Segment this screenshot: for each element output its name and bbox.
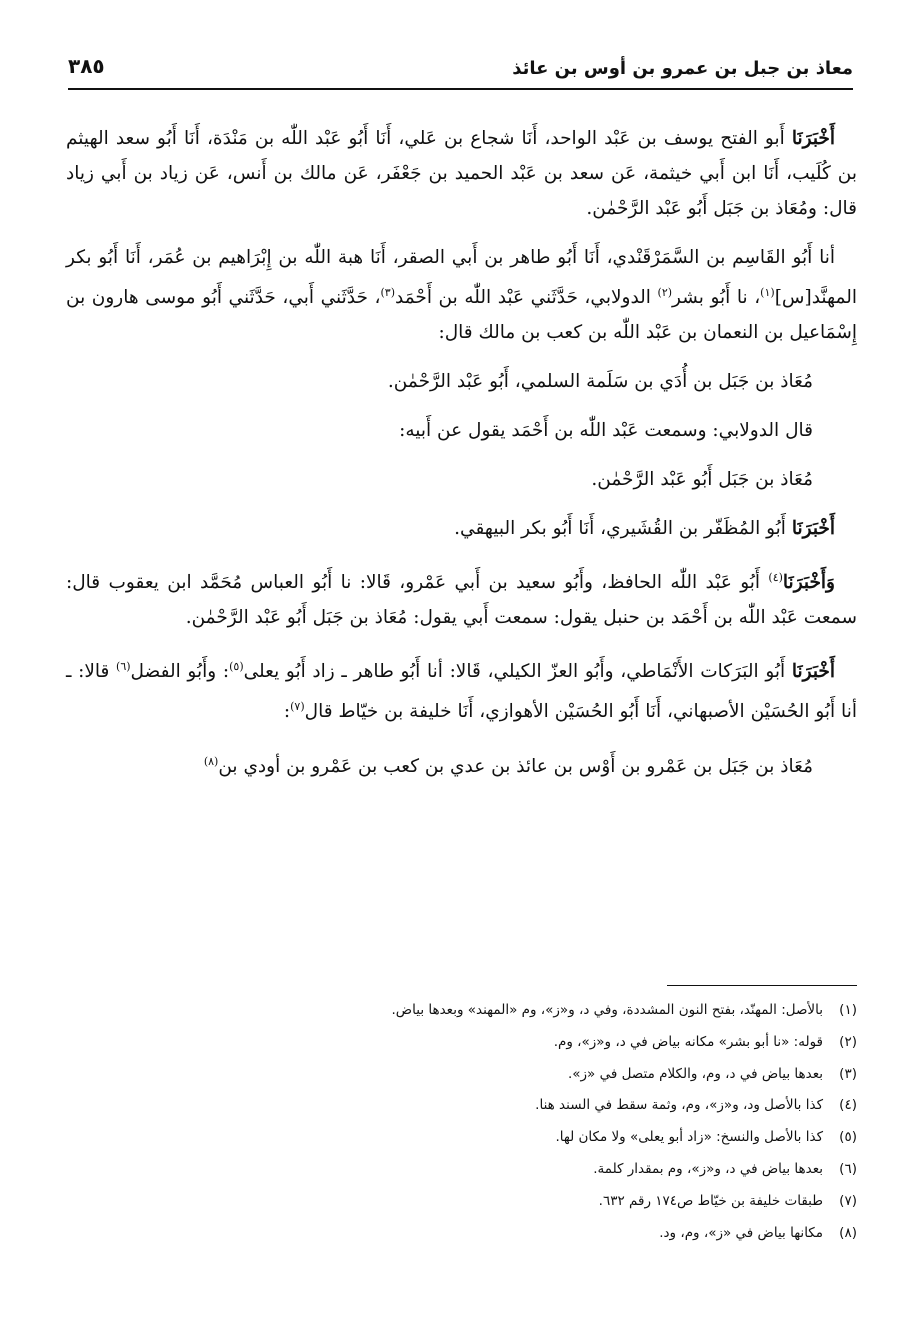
lead-word: أَخْبَرَنَا: [791, 128, 835, 149]
paragraph-text: أَبُو المُظَفّر بن القُشَيري، أَنَا أَبُو بكر البيهقي.: [454, 518, 792, 540]
paragraph-6: [66, 511, 857, 546]
paragraph-text: أنا أَبُو القَاسِم بن السَّمَرْقَنْدي، أَنَا أَبُو طاهر بن أَبي الصقر، أَنَا هبة اللّٰه بن إِبْرَاهيم بن عُمَر، أَنَا أَبُو بكر المهنَّد[س]: [66, 247, 857, 309]
footnote-divider: [667, 985, 857, 986]
main-text: [66, 121, 857, 798]
paragraph-text: : وأَبُو الفضل: [130, 661, 230, 683]
paragraph-text: ، نا أَبُو بشر: [672, 287, 761, 309]
footnotes: [66, 995, 857, 1249]
footnote-number: (٣): [839, 1065, 857, 1082]
paragraph-8: [66, 649, 857, 729]
footnote-number: (٥): [839, 1129, 857, 1146]
footnote-number: (١): [839, 1002, 857, 1018]
paragraph-text: قالا: ـ أنا أَبُو الحُسَيْن الأصبهاني، أَنَا أَبُو الحُسَيْن الأهوازي، أَنَا خليفة بن خيّاط قال: [66, 661, 857, 723]
paragraph-text: أَبُو البَرَكات الأَنْمَاطي، وأَبُو العزّ الكيلي، قَالا: أنا أَبُو طاهر ـ زاد أَبُو يعلى: [243, 661, 792, 683]
paragraph-1: [66, 121, 857, 226]
footnote-item: [66, 1218, 857, 1250]
footnote-ref: (٣): [380, 286, 395, 299]
paragraph-text: :: [283, 701, 291, 723]
footnote-text: بعدها بياض في د، وم، والكلام متصل في «ز».: [567, 1065, 823, 1082]
footnote-ref: (٢): [657, 286, 673, 299]
footnote-text: مكانها بياض في «ز»، وم، ود.: [659, 1224, 823, 1241]
paragraph-7: [66, 560, 857, 635]
paragraph-text: أَبُو عَبْد اللّٰه الحافظ، وأَبُو سعيد بن أَبي عَمْرو، قَالا: نا أَبُو العباس مُحَمَّد ابن يعقوب قال: سمعت عَبْد اللّٰه بن أَحْمَد بن حنبل يقول: سمعت أَبي يقول: مُعَاذ بن جَبَل أَبُو عَبْد الرَّحْمٰن.: [66, 572, 857, 629]
paragraph-text: ، حَدَّثَني أَبي، حَدَّثَني أَبُو موسى هارون بن إِسْمَاعيل بن النعمان بن عَبْد اللّٰه بن كعب بن مالك قال:: [66, 287, 857, 344]
footnote-item: [66, 1027, 857, 1059]
paragraph-text: مُعَاذ بن جَبَل بن عَمْرو بن أَوْس بن عائذ بن عدي بن كعب بن عَمْرو بن أودي بن: [218, 755, 813, 777]
footnote-item: [66, 1059, 857, 1091]
footnote-text: بعدها بياض في د، و«ز»، وم بمقدار كلمة.: [593, 1160, 823, 1177]
footnote-text: كذا بالأصل والنسخ: «زاد أبو يعلى» ولا مكان لها.: [555, 1129, 823, 1146]
paragraph-5: [66, 462, 813, 497]
paragraph-9: [66, 744, 813, 784]
paragraph-text: مُعَاذ بن جَبَل بن أُدَي بن سَلَمة السلمي، أَبُو عَبْد الرَّحْمٰن.: [387, 371, 813, 393]
footnote-ref: (١): [760, 286, 775, 299]
footnote-text: كذا بالأصل ود، و«ز»، وم، وثمة سقط في السند هنا.: [535, 1097, 823, 1114]
footnote-ref: (٤): [768, 571, 783, 585]
paragraph-text: أَبو الفتح يوسف بن عَبْد الواحد، أَنَا شجاع بن عَلي، أَنَا أَبُو عَبْد اللّٰه بن مَنْدَة، أَنَا أَبُو سعد الهيثم بن كُلَيب، أَنَا ابن أَبي خيثمة، عَن سعد بن عَبْد الحميد بن جَعْفَر، عَن مالك بن أَنس، عَن زياد بن أَبي زياد قال: ومُعَاذ بن جَبَل أَبُو عَبْد الرَّحْمٰن.: [66, 128, 857, 219]
footnote-item: [66, 1090, 857, 1122]
footnote-item: [66, 1154, 857, 1186]
page-header: [68, 44, 853, 90]
lead-word: أَخْبَرَنَا: [791, 518, 835, 540]
paragraph-text: الدولابي، حَدَّثَني عَبْد اللّٰه بن أَحْمَد: [394, 287, 658, 309]
footnote-number: (٢): [839, 1033, 857, 1050]
paragraph-text: مُعَاذ بن جَبَل أَبُو عَبْد الرَّحْمٰن.: [591, 469, 813, 491]
paragraph-text: قال الدولابي: وسمعت عَبْد اللّٰه بن أَحْمَد يقول عن أَبيه:: [399, 420, 813, 442]
footnote-text: بالأصل: المهنّد، بفتح النون المشددة، وفي د، و«ز»، وم «المهند» وبعدها بياض.: [391, 1002, 823, 1018]
footnote-number: (٤): [839, 1097, 857, 1114]
footnote-text: قوله: «نا أبو بشر» مكانه بياض في د، و«ز»، وم.: [553, 1033, 823, 1050]
lead-word: أَخْبَرَنَا: [791, 661, 835, 683]
footnote-item: [66, 995, 857, 1027]
footnote-ref: (٧): [290, 700, 305, 714]
footnote-ref: (٦): [116, 660, 131, 674]
paragraph-2: [66, 240, 857, 350]
footnote-number: (٨): [839, 1224, 857, 1241]
running-head: معاذ بن جبل بن عمرو بن أوس بن عائذ: [512, 58, 853, 79]
lead-word: وَأَخْبَرَنَا: [782, 572, 835, 594]
footnote-item: [66, 1122, 857, 1154]
footnote-number: (٧): [839, 1192, 857, 1209]
paragraph-4: [66, 413, 813, 448]
paragraph-3: [66, 364, 813, 399]
footnote-ref: (٨): [203, 754, 219, 768]
footnote-ref: (٥): [229, 660, 244, 674]
page-number: ٣٨٥: [68, 54, 105, 78]
footnote-text: طبقات خليفة بن خيّاط ص١٧٤ رقم ٦٣٢.: [598, 1192, 823, 1209]
footnote-item: [66, 1186, 857, 1218]
footnote-number: (٦): [839, 1160, 857, 1177]
